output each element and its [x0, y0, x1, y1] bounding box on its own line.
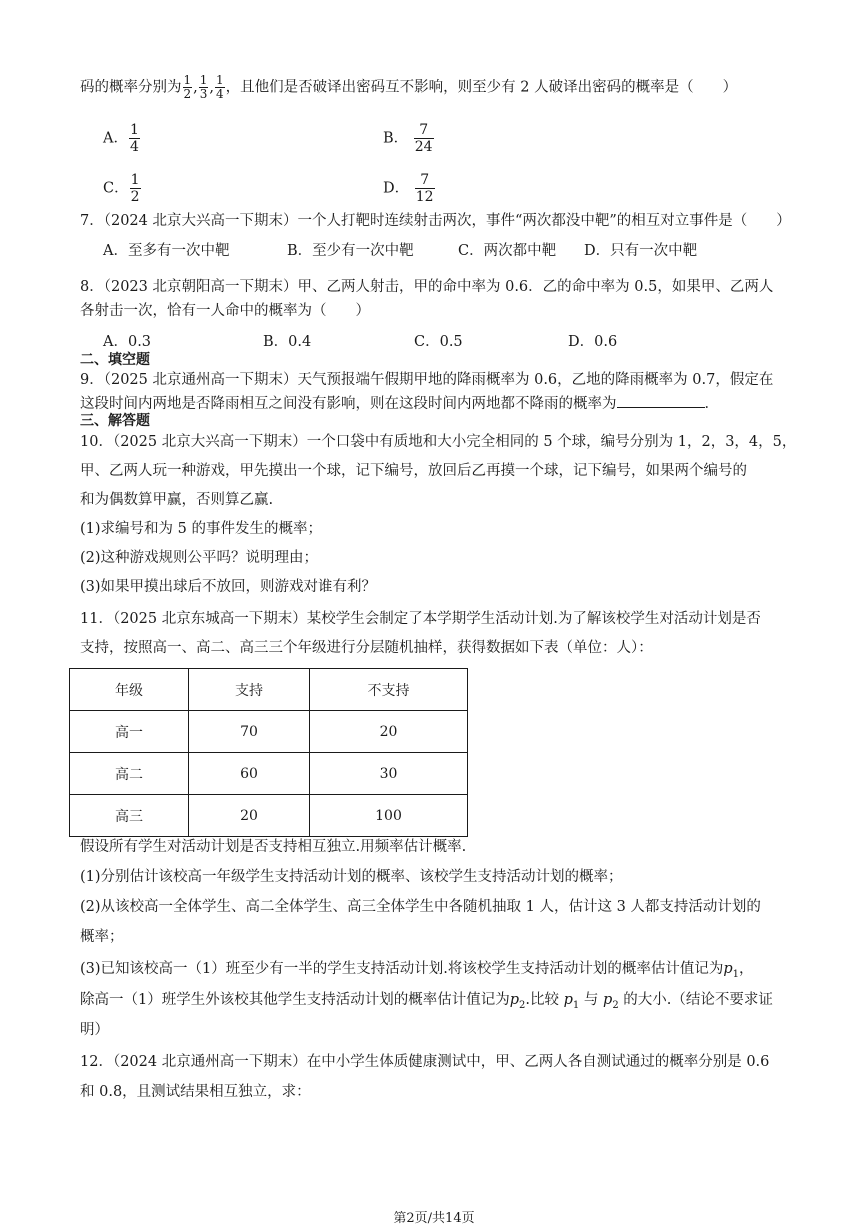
q8-option-b[interactable]: B．0.4: [263, 334, 312, 350]
q6-stem: 码的概率分别为 $\frac{1}{2}$ , $\frac{1}{3}$ , $\frac{1}{4}$ ，且他们是否破译出密码互不影响，则至少有 2 人破译出密码的概率是（ ）: [80, 73, 738, 101]
q7-stem: 7．（2024 北京大兴高一下期末）一个人打靶时连续射击两次，事件“两次都没中靶”的相互对立事件是（ ）: [80, 213, 791, 229]
q6-option-b[interactable]: B． $\frac{7}{24}$: [383, 122, 433, 155]
q11-line2: 支持，按照高一、高二、高三三个年级进行分层随机抽样，获得数据如下表（单位：人）：: [80, 640, 653, 656]
table-cell: 30: [310, 753, 468, 795]
table-header: 年级: [70, 669, 189, 711]
q8-stem-line1: 8．（2023 北京朝阳高一下期末）甲、乙两人射击，甲的命中率为 0.6．乙的命中率为 0.5，如果甲、乙两人: [80, 279, 774, 295]
q8-option-c[interactable]: C．0.5: [414, 334, 463, 350]
table-row: [70, 753, 468, 795]
q9-line2: 这段时间内两地是否降雨相互之间没有影响，则在这段时间内两地都不降雨的概率为 ．: [80, 393, 719, 414]
survey-table: [69, 668, 468, 837]
table-cell: 高一: [70, 711, 189, 753]
fraction-1-2: $\frac{1}{2}$: [183, 73, 192, 101]
table-cell: 60: [189, 753, 310, 795]
q7-option-d[interactable]: D．只有一次中靶: [584, 243, 698, 259]
q7-option-b[interactable]: B．至少有一次中靶: [287, 243, 414, 259]
q11-sub2-line2: 概率；: [80, 929, 124, 945]
q6-option-a[interactable]: A． $\frac{1}{4}$: [103, 122, 139, 155]
section-heading-solutions: 三、解答题: [80, 413, 150, 429]
q12-line2: 和 0.8，且测试结果相互独立，求：: [80, 1084, 311, 1100]
table-cell: 20: [189, 795, 310, 837]
q8-option-d[interactable]: D．0.6: [568, 334, 618, 350]
q8-stem-line2: 各射击一次，恰有一人命中的概率为（ ）: [80, 303, 370, 319]
fraction-1-3: $\frac{1}{3}$: [199, 73, 208, 101]
q10-sub1: (1)求编号和为 5 的事件发生的概率；: [80, 521, 322, 537]
q6-text-after: ，且他们是否破译出密码互不影响，则至少有 2 人破译出密码的概率是（ ）: [225, 79, 738, 96]
q11-line1: 11．（2025 北京东城高一下期末）某校学生会制定了本学期学生活动计划.为了解该校学生对活动计划是否: [80, 611, 761, 627]
table-row: [70, 795, 468, 837]
q11-sub3-line1: (3)已知该校高一（1）班至少有一半的学生支持活动计划.将该校学生支持活动计划的概率估计值记为$p_1$，: [80, 961, 754, 980]
section-heading-fill-in: 二、填空题: [80, 352, 150, 368]
q6-option-c[interactable]: C． $\frac{1}{2}$: [103, 172, 140, 205]
q10-line2: 甲、乙两人玩一种游戏，甲先摸出一个球，记下编号，放回后乙再摸一个球，记下编号，如果两个编号的: [80, 463, 747, 479]
table-cell: 20: [310, 711, 468, 753]
q7-option-c[interactable]: C．两次都中靶: [458, 243, 557, 259]
table-header: 不支持: [310, 669, 468, 711]
q10-sub2: (2)这种游戏规则公平吗？说明理由；: [80, 550, 319, 566]
q9-line1: 9．（2025 北京通州高一下期末）天气预报端午假期甲地的降雨概率为 0.6，乙地的降雨概率为 0.7，假定在: [80, 372, 774, 388]
page-footer: 第2页/共14页: [393, 1211, 475, 1226]
table-header: 支持: [189, 669, 310, 711]
table-cell: 70: [189, 711, 310, 753]
table-cell: 100: [310, 795, 468, 837]
q10-line1: 10．（2025 北京大兴高一下期末）一个口袋中有质地和大小完全相同的 5 个球，编号分别为 1，2，3，4，5，: [80, 434, 797, 450]
table-cell: 高二: [70, 753, 189, 795]
q10-line3: 和为偶数算甲赢，否则算乙赢.: [80, 492, 274, 508]
q6-option-d[interactable]: D． $\frac{7}{12}$: [383, 172, 434, 205]
q10-sub3: (3)如果甲摸出球后不放回，则游戏对谁有利？: [80, 579, 377, 595]
table-header-row: [70, 669, 468, 711]
q7-option-a[interactable]: A．至多有一次中靶: [103, 243, 230, 259]
q8-option-a[interactable]: A．0.3: [103, 334, 152, 350]
q12-line1: 12．（2024 北京通州高一下期末）在中小学生体质健康测试中，甲、乙两人各自测试通过的概率分别是 0.6: [80, 1054, 770, 1070]
q11-sub3-line2: 除高一（1）班学生外该校其他学生支持活动计划的概率估计值记为$p_2$.比较 $p_1$ 与 $p_2$ 的大小.（结论不要求证: [80, 992, 773, 1011]
q11-sub3-line3: 明）: [80, 1022, 109, 1038]
q11-sub1: (1)分别估计该校高一年级学生支持活动计划的概率、该校学生支持活动计划的概率；: [80, 869, 623, 885]
q6-text-before: 码的概率分别为: [80, 79, 182, 96]
table-row: [70, 711, 468, 753]
q11-sub2-line1: (2)从该校高一全体学生、高二全体学生、高三全体学生中各随机抽取 1 人，估计这 3 人都支持活动计划的: [80, 899, 761, 915]
q11-after-table: 假设所有学生对活动计划是否支持相互独立.用频率估计概率.: [80, 839, 467, 855]
fraction-1-4: $\frac{1}{4}$: [216, 73, 224, 101]
table-cell: 高三: [70, 795, 189, 837]
answer-blank[interactable]: [617, 393, 705, 408]
